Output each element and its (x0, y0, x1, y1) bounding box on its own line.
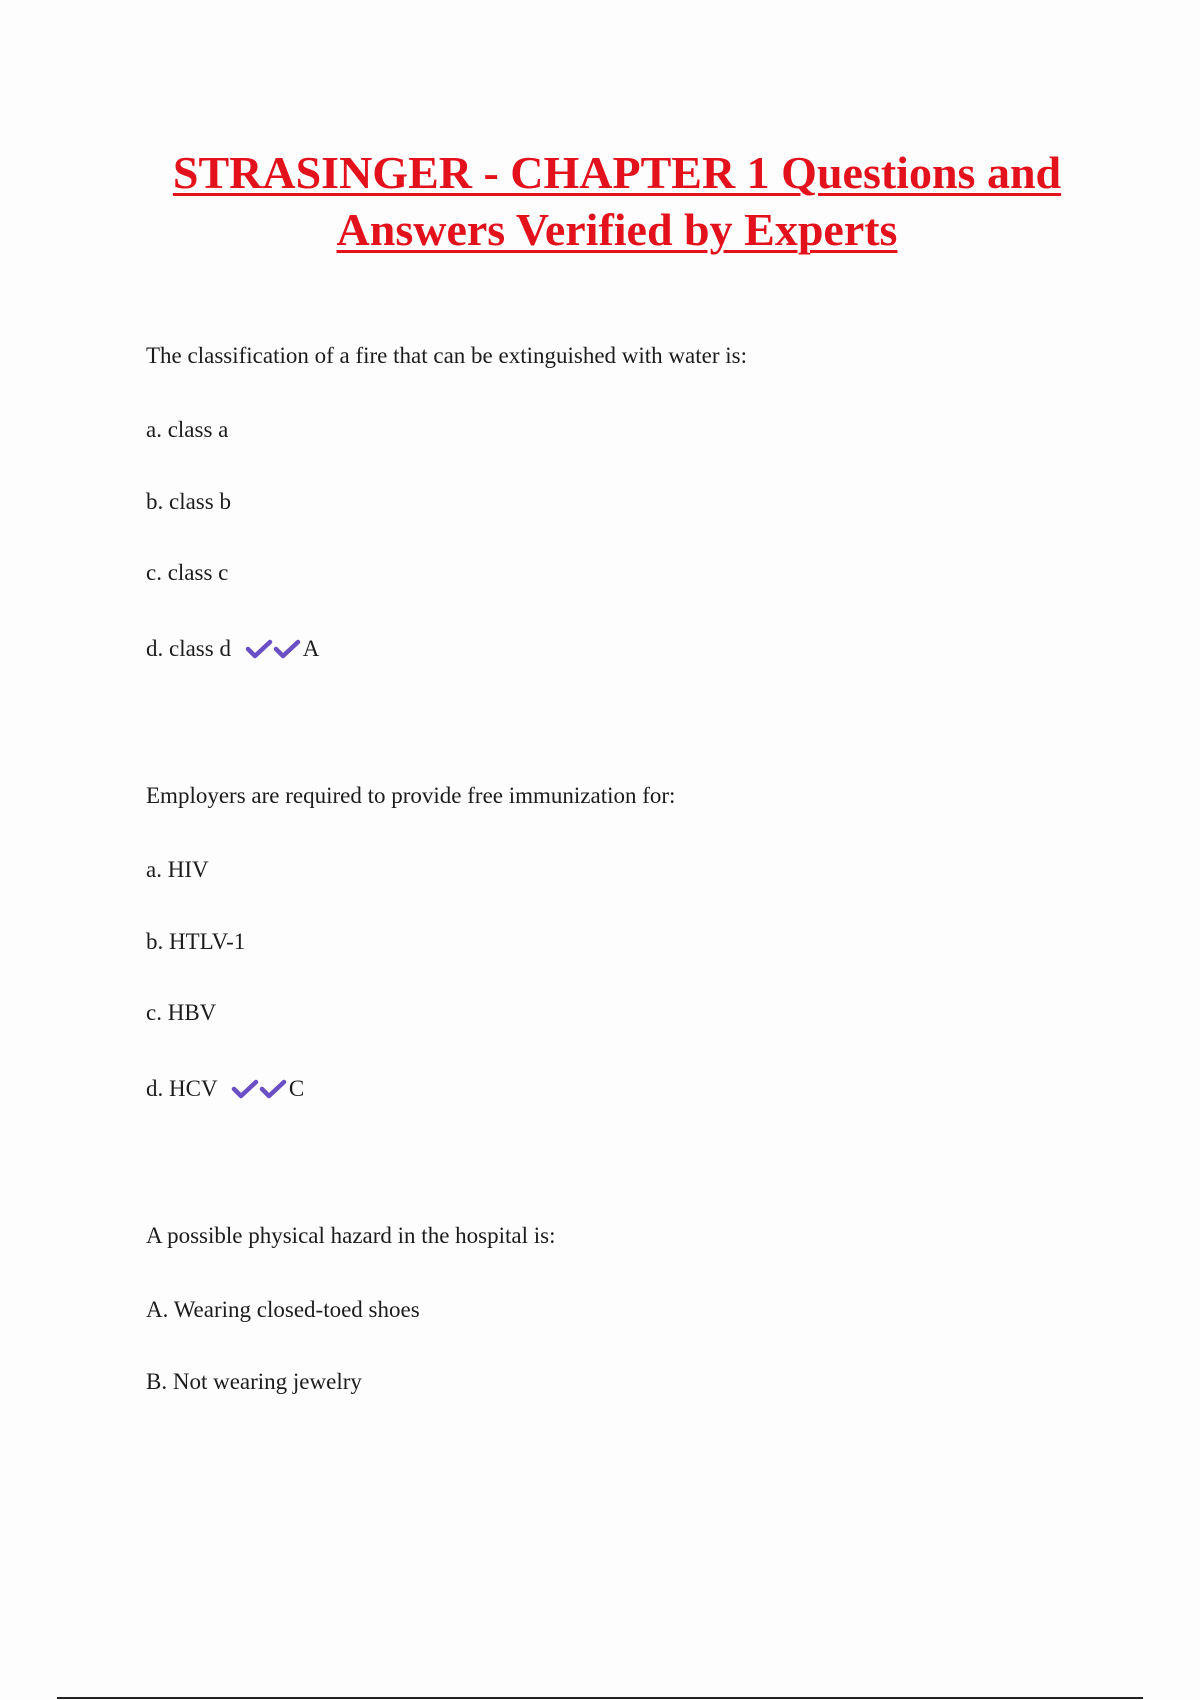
question-2-option-b: b. HTLV-1 (146, 929, 246, 954)
question-2-option-d: d. HCV (146, 1076, 218, 1101)
question-3-text: A possible physical hazard in the hospital is: (146, 1223, 556, 1248)
question-3-option-a: A. Wearing closed-toed shoes (146, 1297, 420, 1322)
document-title (100, 144, 1134, 258)
question-2-answer: C (288, 1076, 305, 1101)
question-2-option-c: c. HBV (146, 1000, 217, 1025)
double-check-icon (231, 1079, 287, 1099)
question-1-option-a: a. class a (146, 417, 229, 442)
question-2-text: Employers are required to provide free immunization for: (146, 783, 676, 808)
document-title-line-1: STRASINGER - CHAPTER 1 Questions and (172, 147, 1062, 198)
check-icon (231, 1079, 259, 1099)
question-3-option-b: B. Not wearing jewelry (146, 1369, 362, 1394)
double-check-icon (245, 639, 301, 659)
question-1-text: The classification of a fire that can be extinguished with water is: (146, 343, 747, 368)
check-icon (259, 1079, 287, 1099)
document-title-line-2: Answers Verified by Experts (336, 204, 898, 255)
question-1-answer: A (302, 636, 320, 661)
question-1-option-b: b. class b (146, 489, 231, 514)
check-icon (273, 639, 301, 659)
question-2-option-d-row (146, 1076, 304, 1102)
question-1-option-d-row (146, 636, 319, 662)
question-1-option-c: c. class c (146, 560, 229, 585)
question-2-option-a: a. HIV (146, 857, 209, 882)
page-bottom-divider (57, 1697, 1143, 1699)
check-icon (245, 639, 273, 659)
question-1-option-d: d. class d (146, 636, 231, 661)
